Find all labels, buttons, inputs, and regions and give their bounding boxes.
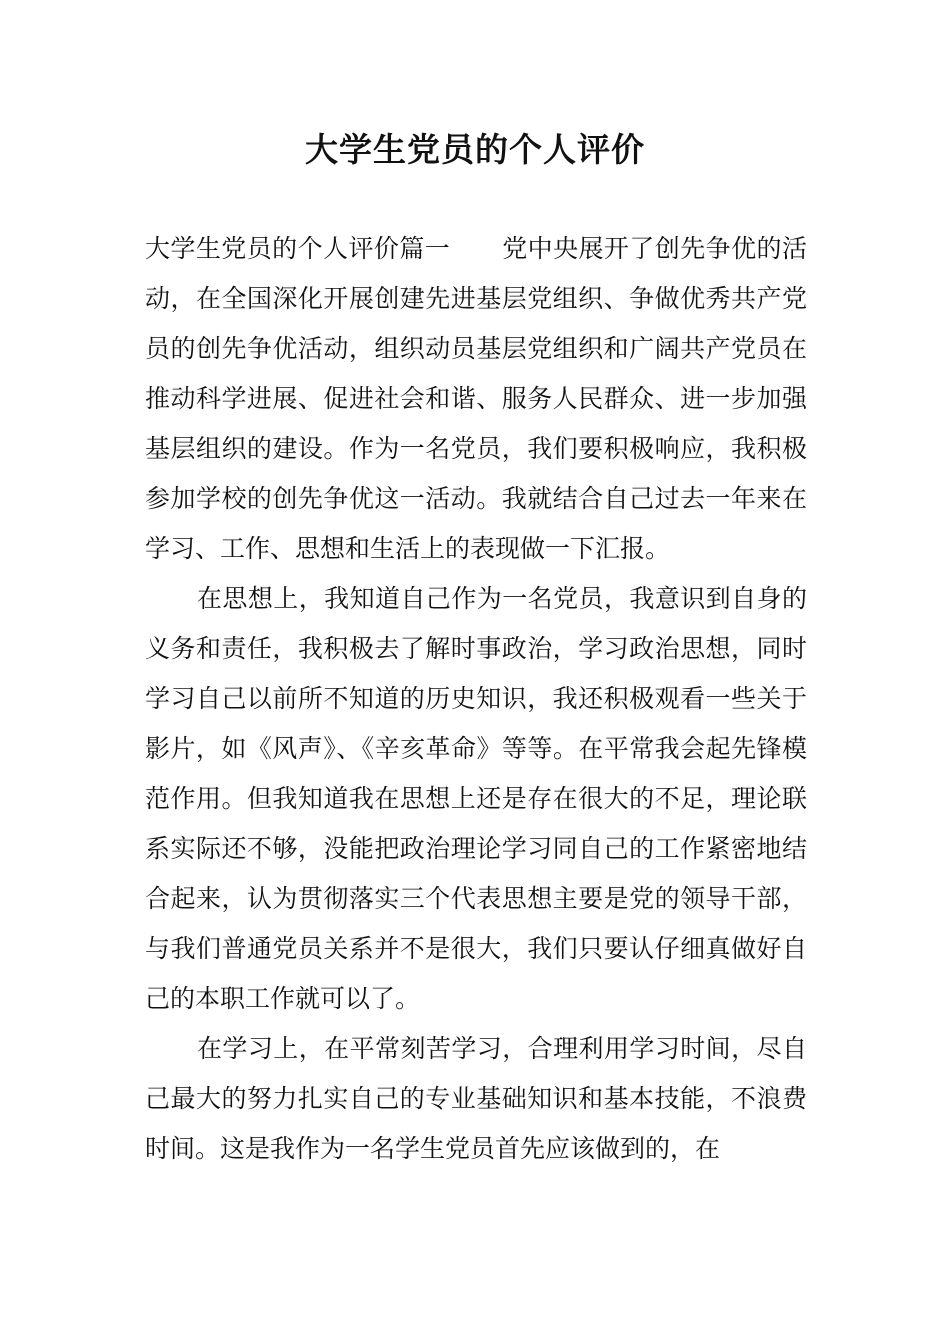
document-body xyxy=(145,224,807,1174)
section-heading: 大学生党员的个人评价篇一 xyxy=(145,234,451,263)
intro-text: 党中央展开了创先争优的活动，在全国深化开展创建先进基层党组织、争做优秀共产党员的创先争优活动，组织动员基层党组织和广阔共产党员在推动科学进展、促进社会和谐、服务人民群众、进一步加强基层组织的建设。作为一名党员，我们要积极响应，我积极参加学校的创先争优这一活动。我就结合自己过去一年来在学习、工作、思想和生活上的表现做一下汇报。 xyxy=(145,234,807,563)
paragraph-thought: 在思想上，我知道自己作为一名党员，我意识到自身的义务和责任，我积极去了解时事政治，学习政治思想，同时学习自己以前所不知道的历史知识，我还积极观看一些关于影片，如《风声》、《辛亥革命》等等。在平常我会起先锋模范作用。但我知道我在思想上还是存在很大的不足，理论联系实际还不够，没能把政治理论学习同自己的工作紧密地结合起来，认为贯彻落实三个代表思想主要是党的领导干部，与我们普通党员关系并不是很大，我们只要认仔细真做好自己的本职工作就可以了。 xyxy=(145,584,807,1013)
document-title: 大学生党员的个人评价 xyxy=(305,130,645,169)
paragraph-study: 在学习上，在平常刻苦学习，合理利用学习时间，尽自己最大的努力扎实自己的专业基础知识和基本技能，不浪费时间。这是我作为一名学生党员首先应该做到的，在 xyxy=(145,1034,807,1163)
intro-paragraph xyxy=(145,224,807,574)
